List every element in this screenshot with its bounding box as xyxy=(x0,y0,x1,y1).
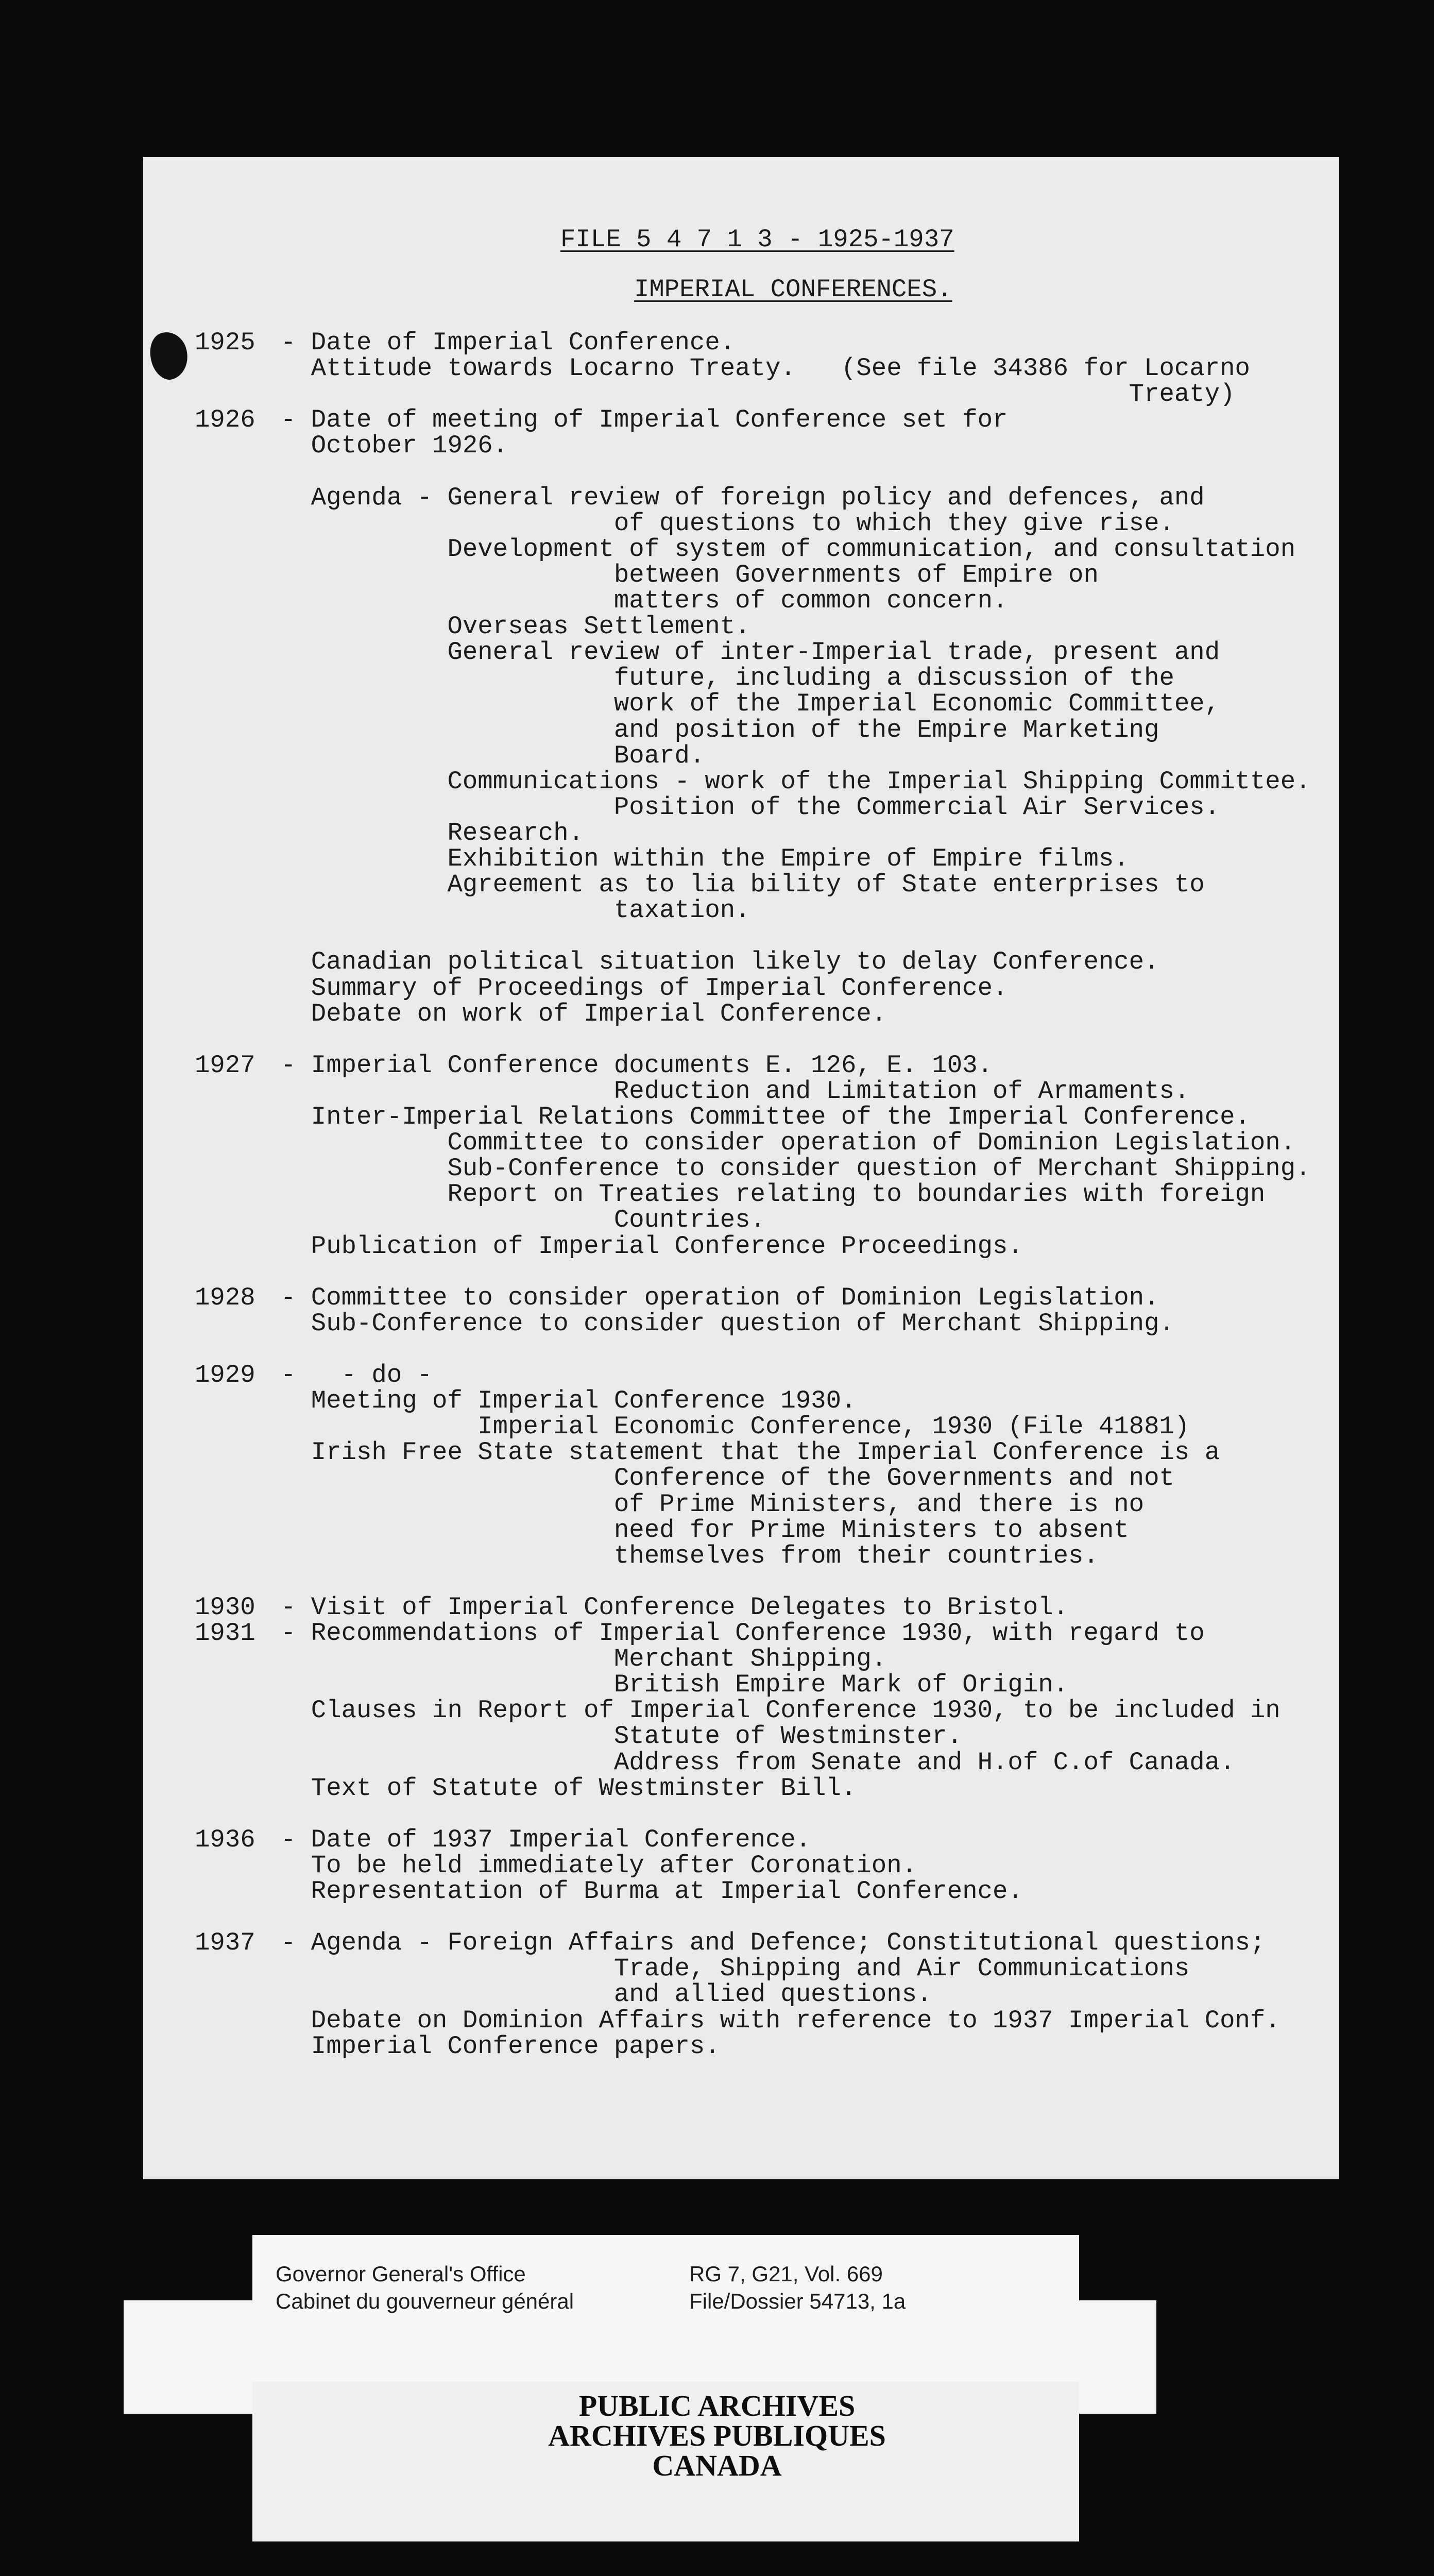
document-line: Meeting of Imperial Conference 1930. xyxy=(281,1386,857,1415)
document-line: - Date of 1937 Imperial Conference. xyxy=(281,1825,811,1854)
year-label: 1937 xyxy=(195,1928,255,1957)
document-line: - Imperial Conference documents E. 126, E. 103. xyxy=(281,1051,993,1080)
document-line: Development of system of communication, and consultation xyxy=(281,535,1296,564)
document-line: Sub-Conference to consider question of Merchant Shipping. xyxy=(281,1309,1174,1338)
document-line: Sub-Conference to consider question of Merchant Shipping. xyxy=(281,1154,1311,1183)
office-name-fr: Cabinet du gouverneur général xyxy=(276,2289,574,2313)
file-heading: FILE 5 4 7 1 3 - 1925-1937 xyxy=(560,225,954,254)
document-line: - Date of Imperial Conference. xyxy=(281,328,736,357)
document-line: - Date of meeting of Imperial Conference set for xyxy=(281,405,1008,434)
document-line: - Visit of Imperial Conference Delegates to Bristol. xyxy=(281,1593,1069,1622)
year-label: 1926 xyxy=(195,405,255,434)
document-line: Committee to consider operation of Dominion Legislation. xyxy=(281,1128,1296,1157)
document-line: - - do - xyxy=(281,1361,433,1389)
document-line: Imperial Economic Conference, 1930 (File 41881) xyxy=(281,1412,1190,1441)
record-group: RG 7, G21, Vol. 669 xyxy=(689,2262,883,2286)
document-line: Canadian political situation likely to delay Conference. xyxy=(281,947,1159,976)
document-line: Trade, Shipping and Air Communications xyxy=(281,1954,1190,1983)
document-line: Statute of Westminster. xyxy=(281,1722,963,1751)
document-line: Clauses in Report of Imperial Conference 1930, to be included in xyxy=(281,1696,1281,1725)
document-line: Address from Senate and H.of C.of Canada. xyxy=(281,1748,1235,1777)
document-line: Position of the Commercial Air Services. xyxy=(281,793,1220,822)
document-line: Text of Statute of Westminster Bill. xyxy=(281,1774,857,1803)
document-title: IMPERIAL CONFERENCES. xyxy=(634,275,952,304)
document-line: Publication of Imperial Conference Proceedings. xyxy=(281,1232,1023,1261)
document-line: Conference of the Governments and not xyxy=(281,1464,1174,1493)
document-line: Exhibition within the Empire of Empire films. xyxy=(281,844,1129,873)
document-line: Attitude towards Locarno Treaty. (See file 34386 for Locarno xyxy=(281,354,1250,383)
document-line: - Committee to consider operation of Dominion Legislation. xyxy=(281,1283,1159,1312)
document-line: and position of the Empire Marketing xyxy=(281,716,1159,744)
document-line: Imperial Conference papers. xyxy=(281,2032,720,2061)
year-label: 1928 xyxy=(195,1283,255,1312)
year-label: 1931 xyxy=(195,1619,255,1648)
document-line: - Agenda - Foreign Affairs and Defence; Constitutional questions; xyxy=(281,1928,1266,1957)
document-line: Debate on Dominion Affairs with reference to 1937 Imperial Conf. xyxy=(281,2006,1281,2035)
document-line: To be held immediately after Coronation. xyxy=(281,1851,917,1880)
document-line: Irish Free State statement that the Imperial Conference is a xyxy=(281,1438,1220,1467)
stamp-line-2: ARCHIVES PUBLIQUES xyxy=(548,2419,886,2452)
document-line: Agenda - General review of foreign policy and defences, and xyxy=(281,483,1205,512)
document-line: Merchant Shipping. xyxy=(281,1645,887,1673)
document-line: October 1926. xyxy=(281,431,508,460)
document-line: of questions to which they give rise. xyxy=(281,509,1174,538)
stamp-line-3: CANADA xyxy=(652,2449,782,2482)
document-line: Treaty) xyxy=(281,380,1235,409)
document-line: matters of common concern. xyxy=(281,586,1008,615)
document-line: between Governments of Empire on xyxy=(281,561,1099,589)
stamp-line-1: PUBLIC ARCHIVES xyxy=(578,2389,856,2422)
document-line: Communications - work of the Imperial Shipping Committee. xyxy=(281,767,1311,796)
document-line: General review of inter-Imperial trade, present and xyxy=(281,638,1220,667)
document-line: Overseas Settlement. xyxy=(281,612,750,641)
file-number: File/Dossier 54713, 1a xyxy=(689,2289,906,2313)
year-label: 1930 xyxy=(195,1593,255,1622)
document-line: of Prime Ministers, and there is no xyxy=(281,1490,1145,1519)
document-line: Research. xyxy=(281,819,584,848)
document-line: Inter-Imperial Relations Committee of the Imperial Conference. xyxy=(281,1103,1250,1131)
year-label: 1927 xyxy=(195,1051,255,1080)
document-line: Board. xyxy=(281,741,705,770)
document-line: Representation of Burma at Imperial Conference. xyxy=(281,1877,1023,1906)
document-line: taxation. xyxy=(281,896,750,925)
document-line: and allied questions. xyxy=(281,1980,932,2009)
document-line: Reduction and Limitation of Armaments. xyxy=(281,1077,1190,1106)
document-line: Debate on work of Imperial Conference. xyxy=(281,999,887,1028)
document-line: work of the Imperial Economic Committee, xyxy=(281,689,1220,718)
document-line: Countries. xyxy=(281,1206,765,1234)
document-line: Report on Treaties relating to boundaries with foreign xyxy=(281,1180,1266,1209)
year-label: 1925 xyxy=(195,328,255,357)
year-label: 1929 xyxy=(195,1361,255,1389)
document-line: British Empire Mark of Origin. xyxy=(281,1670,1069,1699)
document-line: future, including a discussion of the xyxy=(281,664,1174,692)
document-line: themselves from their countries. xyxy=(281,1541,1099,1570)
document-line: Summary of Proceedings of Imperial Conference. xyxy=(281,974,1008,1003)
document-line: - Recommendations of Imperial Conference 1930, with regard to xyxy=(281,1619,1205,1648)
office-name-en: Governor General's Office xyxy=(276,2262,526,2286)
document-line: Agreement as to lia bility of State enterprises to xyxy=(281,870,1205,899)
year-label: 1936 xyxy=(195,1825,255,1854)
document-line: need for Prime Ministers to absent xyxy=(281,1516,1129,1545)
